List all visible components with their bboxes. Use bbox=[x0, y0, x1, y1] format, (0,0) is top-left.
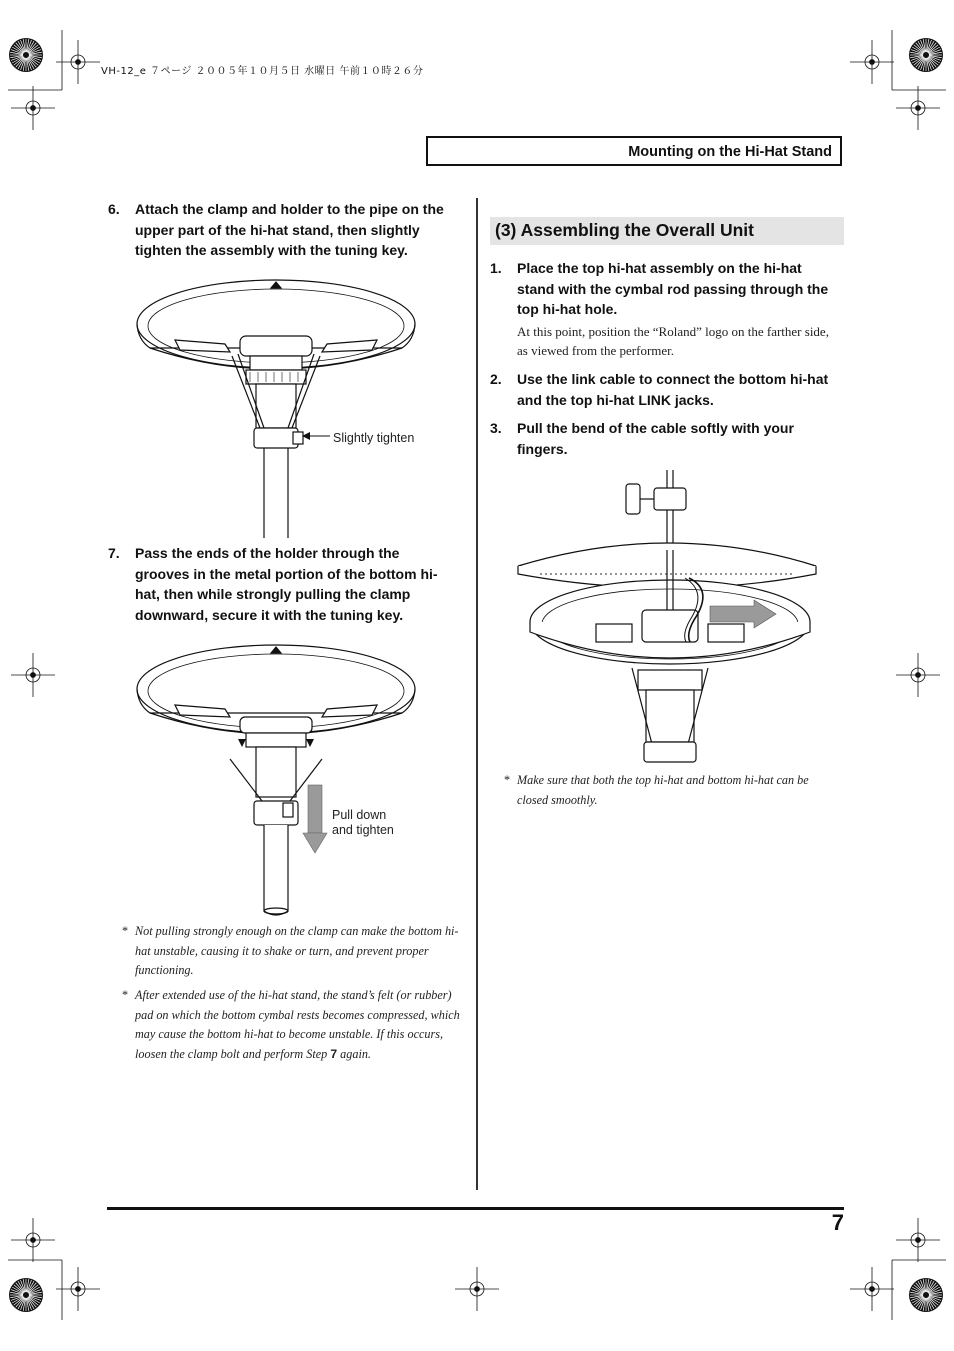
header-box bbox=[426, 136, 842, 166]
note-1-marker: * bbox=[122, 924, 129, 938]
footer-rule bbox=[107, 1207, 844, 1210]
note-2-step-ref: 7 bbox=[330, 1046, 338, 1061]
step-6 bbox=[108, 199, 457, 261]
step-2 bbox=[490, 369, 842, 410]
note-2-marker: * bbox=[122, 988, 129, 1002]
printer-mark: VH-12_e ７ページ ２００５年１０月５日 水曜日 午前１０時２６分 bbox=[101, 66, 424, 77]
step-3-text: Pull the bend of the cable softly with your fingers. bbox=[517, 420, 794, 457]
step-2-text: Use the link cable to connect the bottom hi-hat and the top hi-hat LINK jacks. bbox=[517, 371, 829, 408]
figure-clamp-attach bbox=[130, 278, 450, 538]
step-1-number: 1. bbox=[490, 260, 502, 276]
figure-clamp-secure bbox=[130, 643, 450, 918]
callout-pull-down-line2: and tighten bbox=[332, 823, 394, 837]
section-title: (3) Assembling the Overall Unit bbox=[495, 220, 754, 240]
callout-pull-down bbox=[332, 808, 394, 838]
step-2-number: 2. bbox=[490, 371, 502, 387]
step-1 bbox=[490, 258, 842, 320]
step-6-text: Attach the clamp and holder to the pipe on the upper part of the hi-hat stand, then slightly tighten the assembly with the tuning key. bbox=[135, 201, 444, 259]
step-3-number: 3. bbox=[490, 420, 502, 436]
note-1-text: Not pulling strongly enough on the clamp can make the bottom hi-hat unstable, causing it to shake or turn, and prevent proper functioning. bbox=[135, 924, 459, 977]
column-divider bbox=[476, 198, 478, 1190]
callout-slightly-tighten: Slightly tighten bbox=[333, 431, 415, 445]
page-number: 7 bbox=[831, 1210, 844, 1235]
step-7-text: Pass the ends of the holder through the grooves in the metal portion of the bottom hi-hat, then while strongly pulling the clamp downward, secure it with the tuning key. bbox=[135, 545, 438, 624]
note-3-marker: * bbox=[504, 773, 511, 787]
callout-pull-down-line1: Pull down bbox=[332, 808, 387, 822]
step-1-detail: At this point, position the “Roland” logo on the farther side, as viewed from the performer. bbox=[517, 324, 829, 358]
page-header-title: Mounting on the Hi-Hat Stand bbox=[628, 144, 832, 160]
section-title-box bbox=[490, 217, 844, 245]
note-clamp-strength bbox=[122, 922, 461, 981]
step-7 bbox=[108, 543, 457, 626]
note-2-tail: again. bbox=[337, 1046, 371, 1061]
step-7-number: 7. bbox=[108, 545, 120, 561]
note-felt-pad bbox=[122, 986, 461, 1064]
note-3-text: Make sure that both the top hi-hat and bottom hi-hat can be closed smoothly. bbox=[517, 773, 809, 807]
note-2-text: After extended use of the hi-hat stand, the stand’s felt (or rubber) pad on which the bottom cymbal rests becomes compressed, which may cause the bottom hi-hat to become unstable. If this occurs, loosen the clamp bolt and perform Step bbox=[135, 988, 460, 1061]
step-1-text: Place the top hi-hat assembly on the hi-hat stand with the cymbal rod passing through the top hi-hat hole. bbox=[517, 260, 829, 318]
figure-overall-unit bbox=[514, 470, 824, 765]
step-3 bbox=[490, 418, 842, 459]
note-closed-smoothly bbox=[504, 771, 842, 810]
step-6-number: 6. bbox=[108, 201, 120, 217]
